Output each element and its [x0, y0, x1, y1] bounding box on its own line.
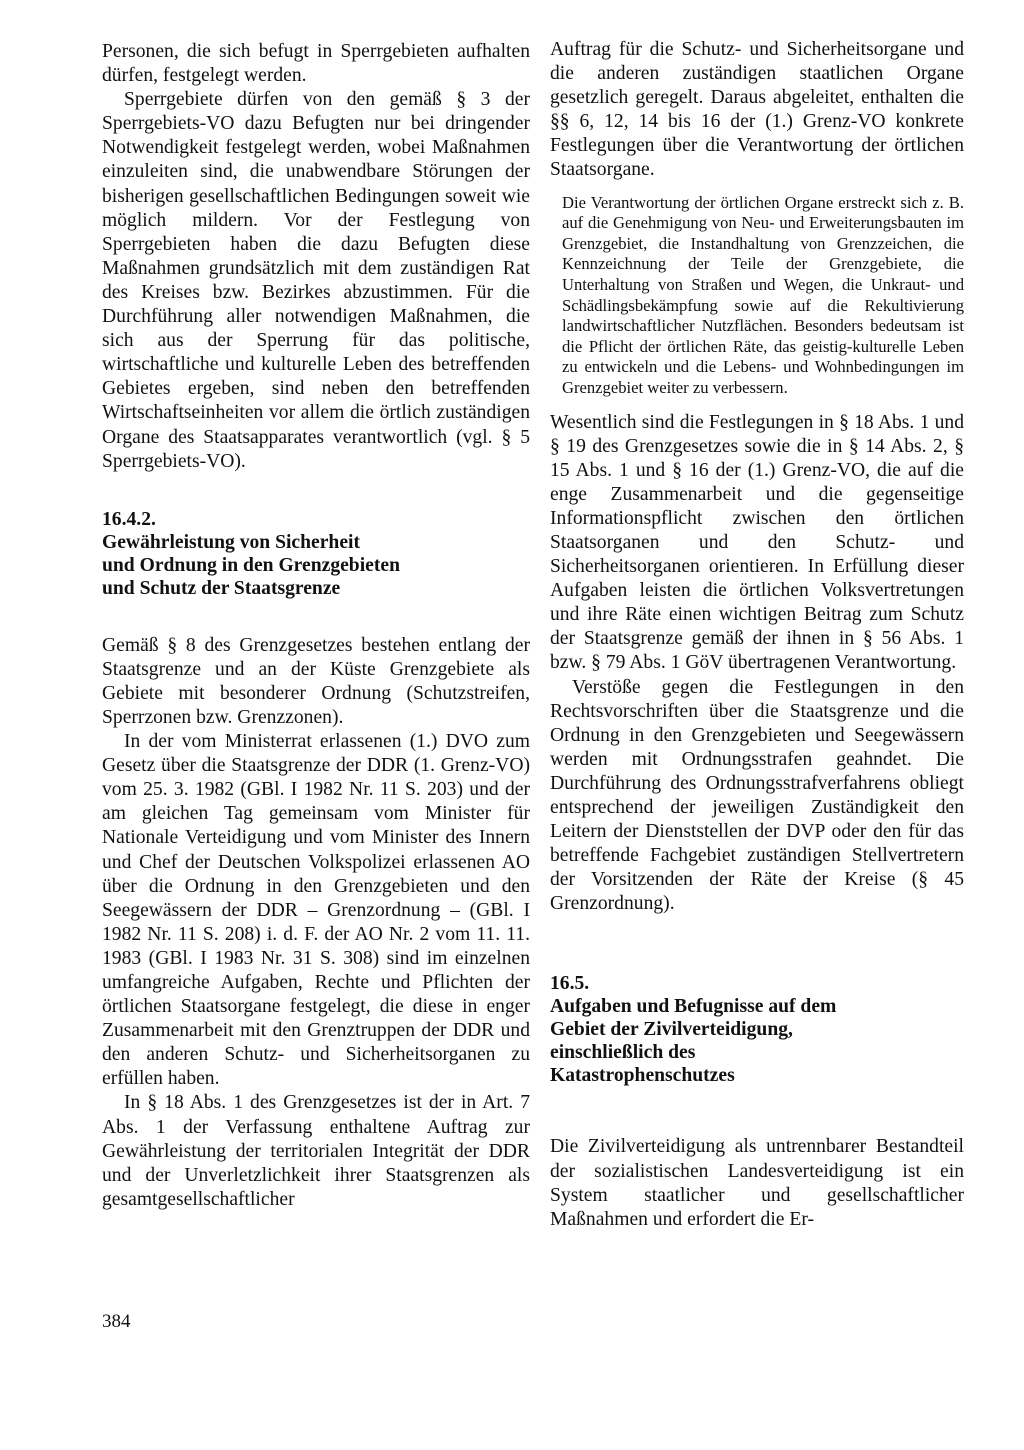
right-column: [550, 38, 964, 1232]
paragraph: Personen, die sich befugt in Sperrgebieten aufhalten dürfen, festgelegt werden.: [102, 41, 530, 87]
paragraph: In § 18 Abs. 1 des Grenzgesetzes ist der in Art. 7 Abs. 1 der Verfassung enthaltene Auftrag zur Gewährleistung der territorialen Integrität der DDR und der Unverletzlichkeit ihrer Staatsgrenzen als gesamtgesellschaftlicher: [102, 1092, 530, 1210]
section-number: 16.4.2.: [102, 508, 156, 530]
paragraph: Wesentlich sind die Festlegungen in § 18 Abs. 1 und § 19 des Grenzgesetzes sowie die in § 14 Abs. 2, § 15 Abs. 1 und § 16 der (1.) Grenz-VO, die auf die enge Zusammenarbeit und die gegenseitige Informationspflicht zwischen den örtlichen Staatsorganen und den Schutz- und Sicherheitsorganen orientieren. In Erfüllung dieser Aufgaben leisten die örtlichen Volksvertretungen und ihre Räte einen wichtigen Beitrag zum Schutz der Staatsgrenze gemäß der ihnen in § 56 Abs. 1 bzw. § 79 Abs. 1 GöV übertragenen Verantwortung.: [550, 411, 964, 674]
section-heading-16-4-2: [102, 508, 530, 600]
section-heading-16-5: [550, 972, 964, 1087]
page-number: 384: [102, 1311, 131, 1332]
section-title-line: Aufgaben und Befugnisse auf dem: [550, 996, 837, 1018]
section-title-line: und Ordnung in den Grenzgebieten: [102, 554, 400, 576]
paragraph: Verstöße gegen die Festlegungen in den Rechtsvorschriften über die Staatsgrenze und die Ordnung in den Grenzgebieten und Seegewässern werden mit Ordnungsstrafen geahndet. Die Durchführung des Ordnungsstrafverfahrens obliegt entsprechend der jeweiligen Zuständigkeit den Leitern der Dienststellen der DVP oder den für das betreffende Fachgebiet zuständigen Stellvertretern der Vorsitzenden der Räte der Kreise (§ 45 Grenzordnung).: [550, 676, 964, 915]
paragraph: Die Zivilverteidigung als untrennbarer Bestandteil der sozialistischen Landesverteidigung ist ein System staatlicher und gesellschaftlicher Maßnahmen und erfordert die Er-: [550, 1136, 964, 1230]
left-column: [102, 40, 530, 1212]
paragraph: Sperrgebiete dürfen von den gemäß § 3 der Sperrgebiets-VO dazu Befugten nur bei dringender Notwendigkeit festgelegt werden, wobei Maßnahmen einzuleiten sind, die unabwendbare Störungen der bisherigen gesellschaftlichen Bedingungen soweit wie möglich mildern. Vor der Festlegung von Sperrgebieten haben die dazu Befugten diese Maßnahmen grundsätzlich mit dem zuständigen Rat des Kreises bzw. Bezirkes abzustimmen. Für die Durchführung aller notwendigen Maßnahmen, die sich aus der Sperrung für das politische, wirtschaftliche und kulturelle Leben des betreffenden Gebietes ergeben, sind neben den betreffenden Wirtschaftseinheiten vor allem die örtlich zuständigen Organe des Staatsapparates verantwortlich (vgl. § 5 Sperrgebiets-VO).: [102, 89, 530, 472]
section-title-line: Gebiet der Zivilverteidigung,: [550, 1019, 793, 1041]
paragraph: In der vom Ministerrat erlassenen (1.) DVO zum Gesetz über die Staatsgrenze der DDR (1. Grenz-VO) vom 25. 3. 1982 (GBl. I 1982 Nr. 11 S. 203) und der am gleichen Tag gemeinsam vom Minister für Nationale Verteidigung und vom Minister des Innern und Chef der Deutschen Volkspolizei erlassenen AO über die Ordnung in den Grenzgebieten und den Seegewässern der DDR – Grenzordnung – (GBl. I 1982 Nr. 11 S. 208) i. d. F. der AO Nr. 2 vom 11. 11. 1983 (GBl. I 1983 Nr. 31 S. 308) sind im einzelnen umfangreiche Aufgaben, Rechte und Pflichten der örtlichen Staatsorgane festgelegt, die diese in enger Zusammenarbeit mit den Grenztruppen der DDR und den anderen Schutz- und Sicherheitsorganen zu erfüllen haben.: [102, 731, 530, 1090]
note-paragraph: Die Verantwortung der örtlichen Organe erstreckt sich z. B. auf die Genehmigung von Neu- und Erweiterungsbauten im Grenzgebiet, die Instandhaltung von Grenzzeichen, die Kennzeichnung der Teile der Grenzgebiete, die Unterhaltung von Straßen und Wegen, die Unkraut- und Schädlingsbekämpfung sowie auf die Rekultivierung landwirtschaftlicher Nutzflächen. Besonders bedeutsam ist die Pflicht der örtlichen Räte, das geistig-kulturelle Leben zu entwickeln und die Lebens- und Wohnbedingungen im Grenzgebiet weiter zu verbessern.: [562, 192, 964, 397]
section-number: 16.5.: [550, 973, 590, 995]
paragraph: Auftrag für die Schutz- und Sicherheitsorgane und die anderen zuständigen staatlichen Organe gesetzlich geregelt. Daraus abgeleitet, enthalten die §§ 6, 12, 14 bis 16 der (1.) Grenz-VO konkrete Festlegungen über die Verantwortung der örtlichen Staatsorgane.: [550, 39, 964, 181]
paragraph: Gemäß § 8 des Grenzgesetzes bestehen entlang der Staatsgrenze und an der Küste Grenzgebiete als Gebiete mit besonderer Ordnung (Schutzstreifen, Sperrzonen bzw. Grenzzonen).: [102, 634, 530, 728]
section-title-line: einschließlich des: [550, 1042, 696, 1064]
section-title-line: und Schutz der Staatsgrenze: [102, 577, 341, 599]
section-title-line: Katastrophenschutzes: [550, 1065, 735, 1087]
section-title-line: Gewährleistung von Sicherheit: [102, 531, 360, 553]
